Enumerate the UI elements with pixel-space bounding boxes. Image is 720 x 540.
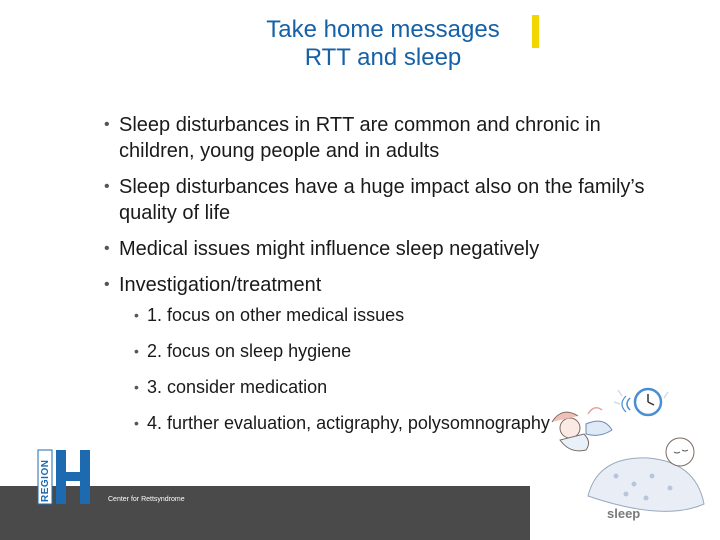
bullet-item <box>104 272 664 298</box>
bullet-dot-icon: • <box>104 276 110 293</box>
bullet-item <box>104 174 664 226</box>
bullet-dot-icon: • <box>104 178 110 195</box>
footer-text: Center for Rettsyndrome <box>108 496 185 503</box>
alarm-clock-icon <box>622 389 661 415</box>
bullet-dot-icon: • <box>104 240 110 257</box>
bullet-text: Sleep disturbances have a huge impact also on the family’s quality of life <box>119 176 645 224</box>
title-line-2: RTT and sleep <box>304 44 462 71</box>
sub-bullet-text: 2. focus on sleep hygiene <box>147 341 352 361</box>
sub-bullet-text: 3. consider medication <box>147 377 328 397</box>
illustration-caption: sleep <box>607 506 641 521</box>
sub-bullet-text: 4. further evaluation, actigraphy, polysomnography <box>147 413 550 433</box>
bullet-text: Sleep disturbances in RTT are common and chronic in children, young people and in adults <box>119 114 601 162</box>
bullet-item <box>104 112 664 164</box>
title-accent-bar <box>532 15 539 48</box>
child-figure-icon <box>552 408 612 451</box>
bullet-dot-icon: • <box>104 116 110 133</box>
sub-bullet-item <box>104 340 664 362</box>
bullet-item <box>104 236 664 262</box>
sub-bullet-dot-icon: • <box>134 415 139 431</box>
title-line-1: Take home messages <box>266 16 500 43</box>
region-logo-text: REGION <box>40 459 51 502</box>
bullet-text: Investigation/treatment <box>119 274 322 296</box>
sub-bullet-text: 1. focus on other medical issues <box>147 305 405 325</box>
bullet-text: Medical issues might influence sleep negatively <box>119 238 540 260</box>
sub-bullet-dot-icon: • <box>134 343 139 359</box>
slide-title <box>200 16 566 72</box>
sub-bullet-item <box>104 304 664 326</box>
sub-bullet-dot-icon: • <box>134 379 139 395</box>
sub-bullet-dot-icon: • <box>134 307 139 323</box>
sleeping-baby-icon <box>588 438 704 511</box>
